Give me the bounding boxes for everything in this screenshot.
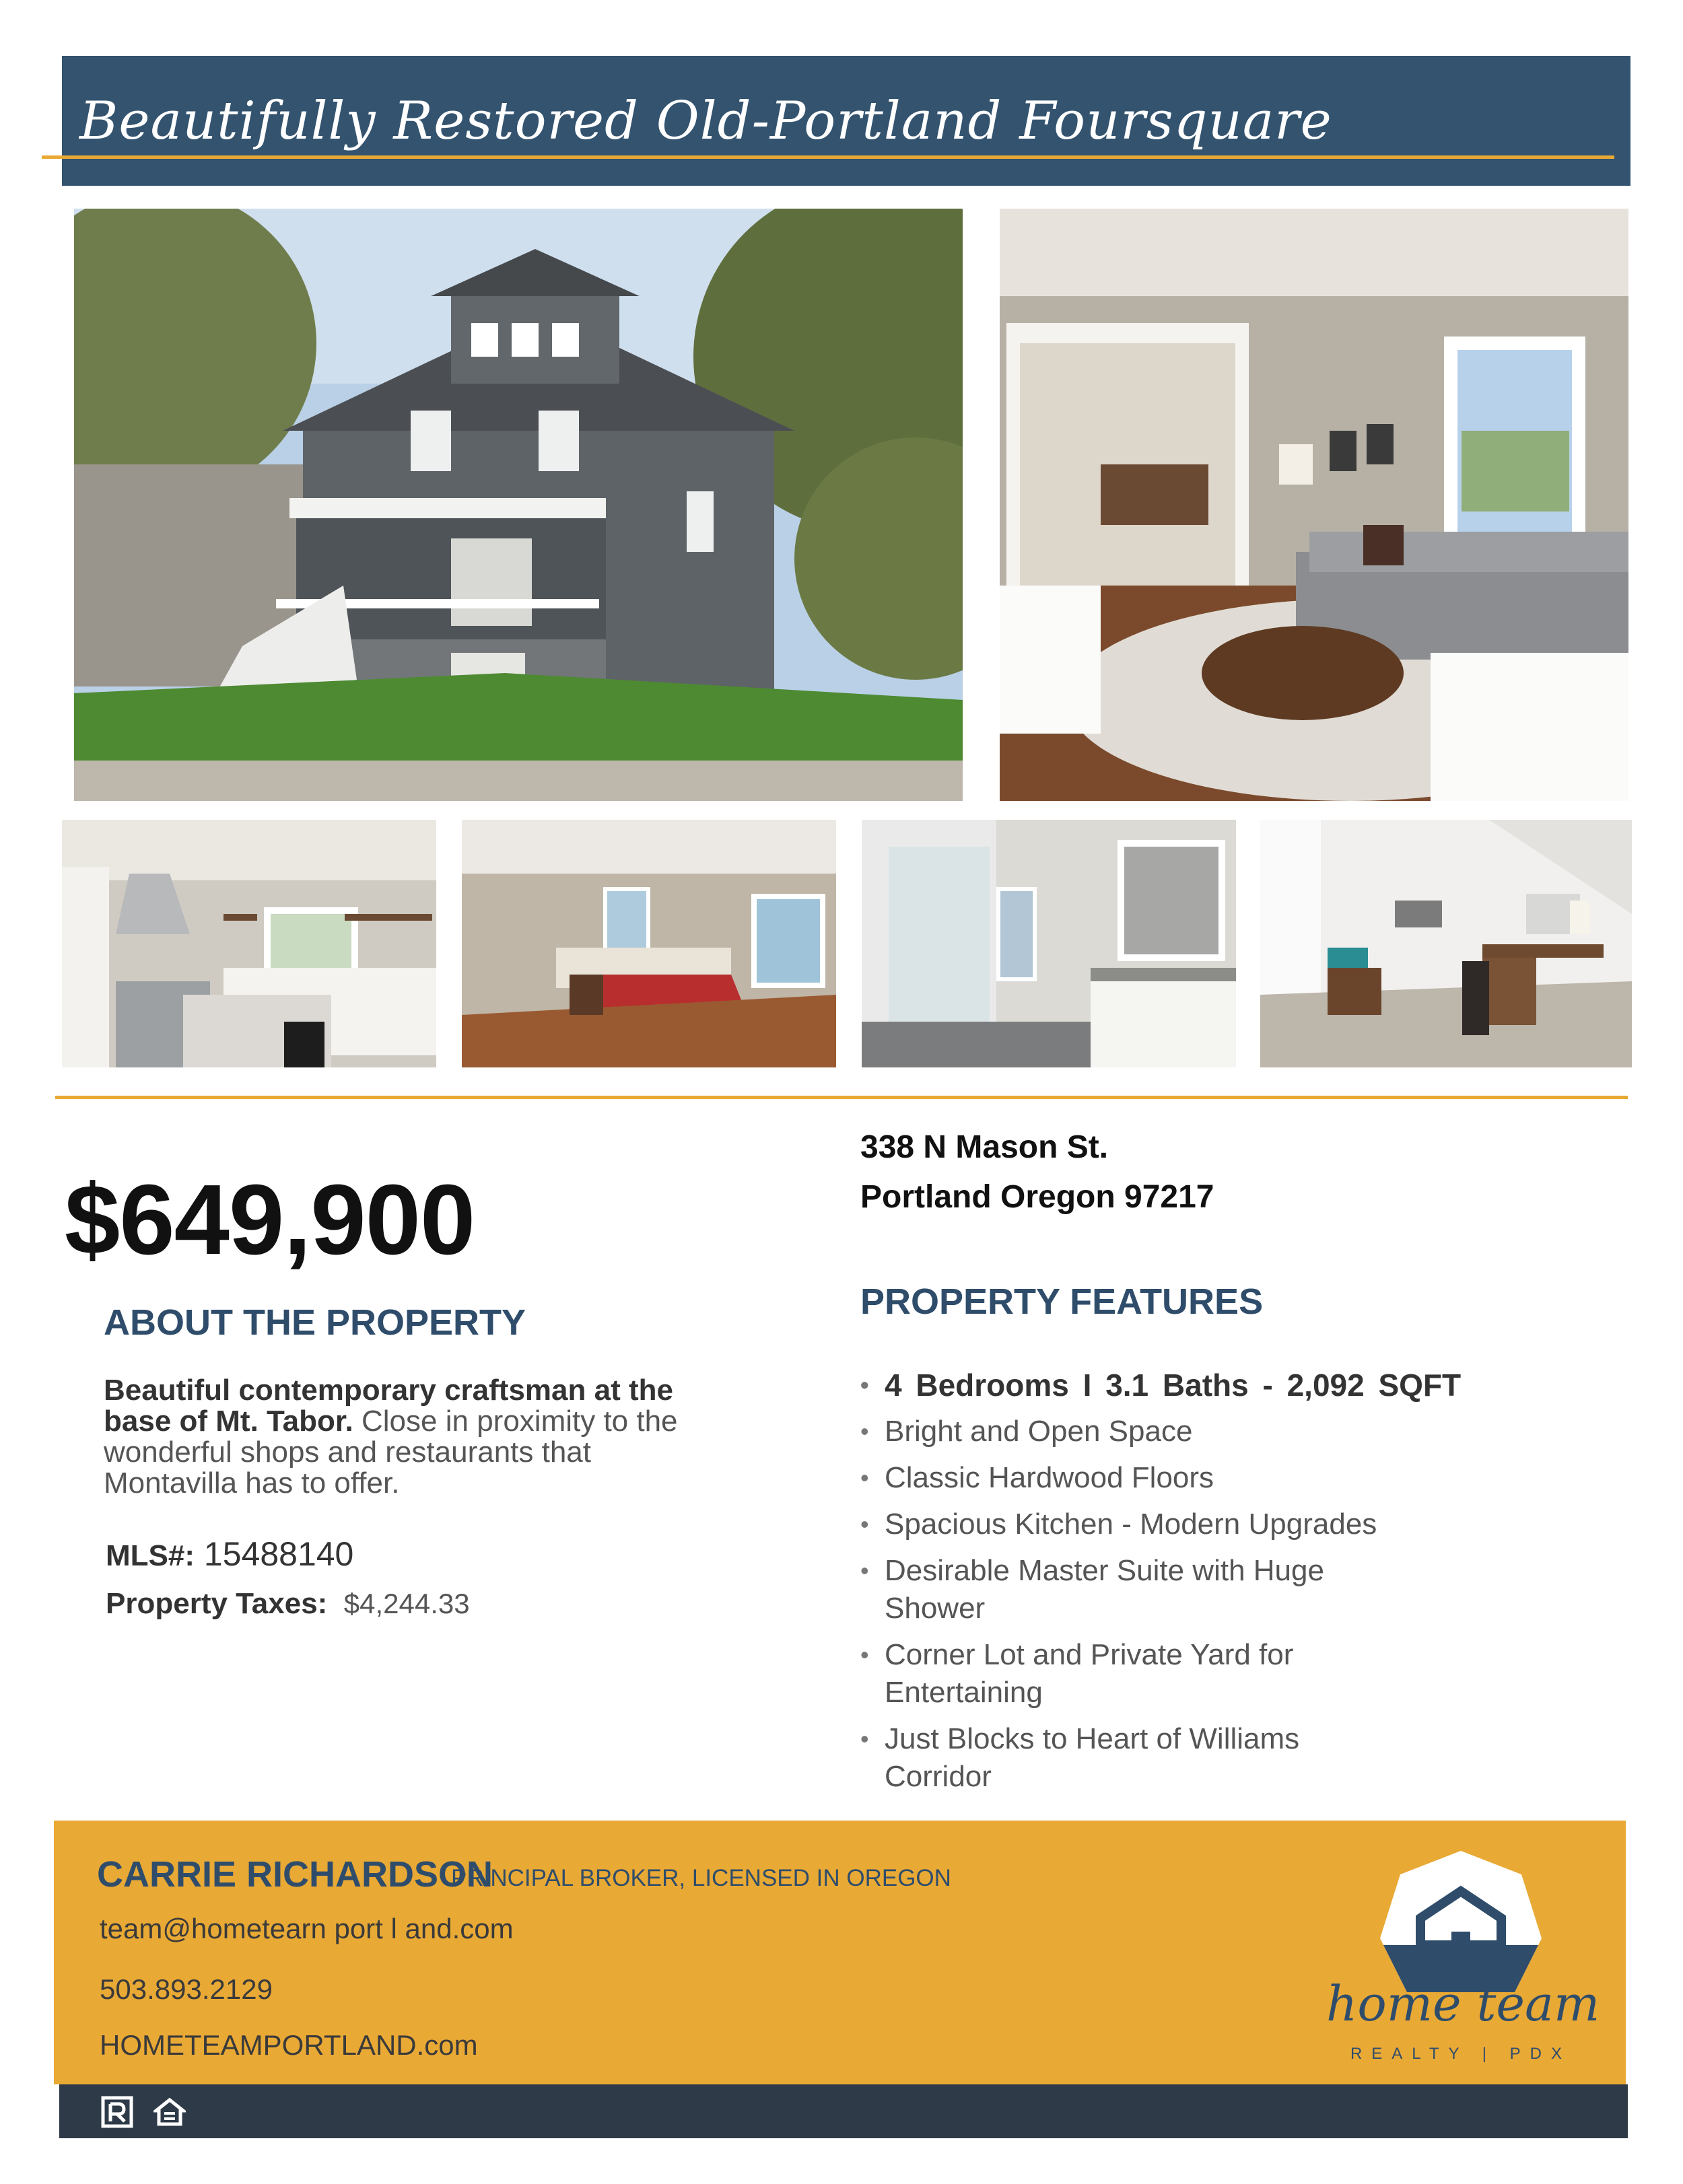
agent-phone[interactable]: 503.893.2129 <box>100 1973 273 2005</box>
bathroom-photo <box>862 820 1236 1067</box>
divider-line <box>55 1096 1628 1099</box>
taxes-label: Property Taxes: <box>106 1587 328 1620</box>
page-title: Beautifully Restored Old-Portland Foursquare <box>79 91 1332 151</box>
about-description <box>104 1375 710 1499</box>
features-list <box>860 1366 1466 1804</box>
title-underline <box>42 155 1614 159</box>
about-lead: Beautiful contemporary craftsman at the base of Mt. Tabor. <box>104 1374 673 1438</box>
mls-label: MLS#: <box>106 1539 195 1572</box>
taxes-value: $4,244.33 <box>343 1588 470 1619</box>
address-line-2: Portland Oregon 97217 <box>860 1179 1214 1215</box>
about-heading: ABOUT THE PROPERTY <box>104 1302 526 1343</box>
logo-name: home team <box>1326 1975 1600 2032</box>
mls-value: 15488140 <box>203 1535 354 1573</box>
feature-item: • Classic Hardwood Floors <box>860 1459 1466 1497</box>
logo-subtitle: REALTY | PDX <box>1350 2045 1572 2063</box>
office-photo <box>1260 820 1632 1067</box>
feature-item: • 4 Bedrooms I 3.1 Baths - 2,092 SQFT <box>860 1366 1466 1404</box>
agent-website[interactable]: HOMETEAMPORTLAND.com <box>100 2029 478 2061</box>
listing-price: $649,900 <box>65 1164 475 1275</box>
feature-item: • Corner Lot and Private Yard for Entertaining <box>860 1636 1356 1712</box>
agent-title: PRINCIPAL BROKER, LICENSED IN OREGON <box>451 1865 951 1891</box>
feature-item: • Spacious Kitchen - Modern Upgrades <box>860 1506 1466 1543</box>
agent-name: CARRIE RICHARDSON <box>97 1854 493 1895</box>
footer-bar <box>59 2084 1628 2138</box>
features-heading: PROPERTY FEATURES <box>860 1281 1264 1322</box>
living-room-photo <box>1000 209 1628 801</box>
kitchen-photo <box>62 820 436 1067</box>
bedroom-photo <box>462 820 836 1067</box>
feature-item: • Bright and Open Space <box>860 1413 1466 1450</box>
address-line-1: 338 N Mason St. <box>860 1129 1109 1165</box>
mls-number <box>106 1535 353 1574</box>
house-exterior-photo <box>74 209 963 801</box>
about-body: Close in proximity to the wonderful shops and restaurants that Montavilla has to offer. <box>104 1405 678 1500</box>
feature-item: • Just Blocks to Heart of Williams Corridor <box>860 1720 1356 1796</box>
home-team-logo-icon <box>1319 1844 1602 2073</box>
property-taxes <box>106 1587 470 1621</box>
feature-item: • Desirable Master Suite with Huge Shower <box>860 1552 1356 1627</box>
realtor-icon <box>101 2096 133 2128</box>
equal-housing-icon <box>153 2096 186 2128</box>
agent-email[interactable]: team@hometearn port l and.com <box>100 1913 514 1944</box>
